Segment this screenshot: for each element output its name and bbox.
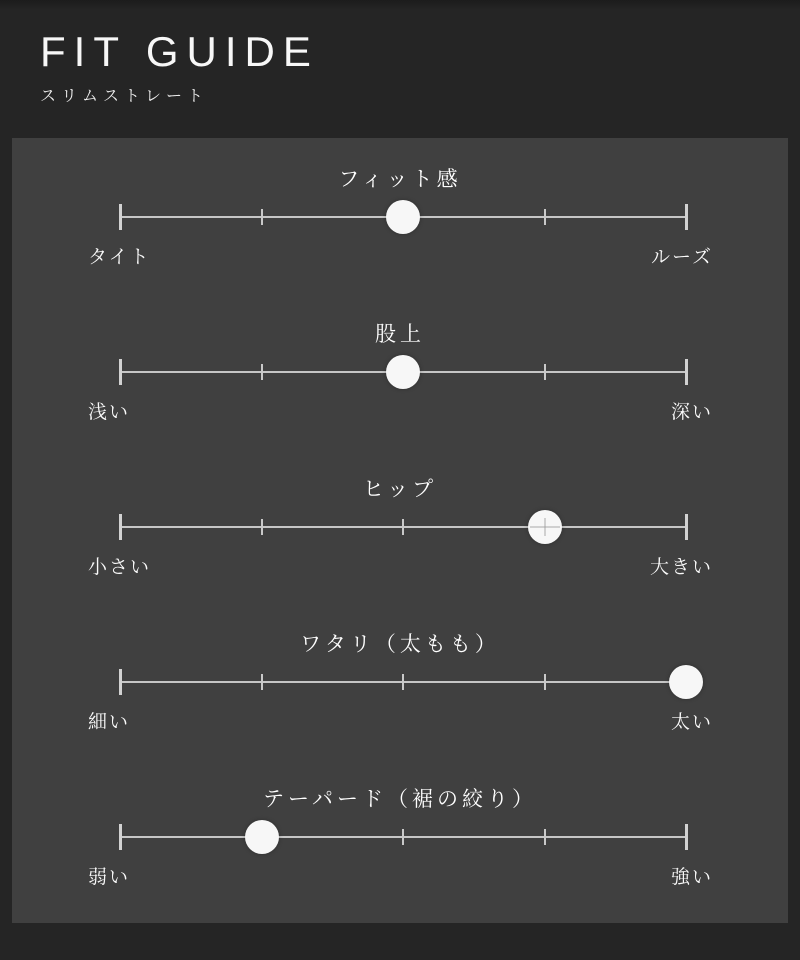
fit-slider-row xyxy=(12,787,788,923)
fit-slider-row xyxy=(12,322,788,477)
scale-tick xyxy=(402,829,404,845)
slider-title: ワタリ（太もも） xyxy=(300,633,500,656)
slider-knob[interactable] xyxy=(386,355,420,389)
top-shade xyxy=(0,0,800,10)
fit-slider-row xyxy=(12,632,788,787)
fit-slider-row xyxy=(12,477,788,632)
scale-tick xyxy=(261,519,263,535)
slider-labels xyxy=(88,557,713,579)
slider-min-label: 浅い xyxy=(88,402,131,423)
slider-max-label: ルーズ xyxy=(650,247,713,268)
scale-tick xyxy=(544,209,546,225)
scale-end-tick xyxy=(685,514,688,540)
scale-tick xyxy=(544,364,546,380)
slider-knob[interactable] xyxy=(245,820,279,854)
header xyxy=(40,28,319,106)
slider-knob[interactable] xyxy=(528,510,562,544)
scale-end-tick xyxy=(685,204,688,230)
slider-min-label: 弱い xyxy=(88,867,131,888)
scale-tick xyxy=(402,519,404,535)
scale-tick xyxy=(402,674,404,690)
scale-tick xyxy=(261,364,263,380)
scale-end-tick xyxy=(119,824,122,850)
page-title: FIT GUIDE xyxy=(40,28,319,75)
fit-guide-panel xyxy=(12,138,788,923)
slider-track[interactable] xyxy=(120,348,686,396)
scale-end-tick xyxy=(119,359,122,385)
scale-tick xyxy=(544,674,546,690)
slider-knob[interactable] xyxy=(386,200,420,234)
slider-track[interactable] xyxy=(120,813,686,861)
slider-min-label: 小さい xyxy=(88,557,152,578)
track-through-knob xyxy=(530,526,560,528)
slider-knob[interactable] xyxy=(669,665,703,699)
page-subtitle: スリムストレート xyxy=(40,88,209,105)
slider-max-label: 深い xyxy=(670,402,713,423)
slider-min-label: 細い xyxy=(88,712,131,733)
slider-track[interactable] xyxy=(120,193,686,241)
slider-title: 股上 xyxy=(375,323,425,346)
slider-max-label: 強い xyxy=(670,867,713,888)
scale-tick xyxy=(261,209,263,225)
scale-tick xyxy=(544,829,546,845)
scale-end-tick xyxy=(119,204,122,230)
slider-labels xyxy=(88,867,713,889)
slider-min-label: タイト xyxy=(88,247,151,268)
slider-title: テーパード（裾の絞り） xyxy=(263,788,537,811)
scale-end-tick xyxy=(685,359,688,385)
scale-end-tick xyxy=(119,669,122,695)
slider-labels xyxy=(88,402,713,424)
slider-labels xyxy=(88,247,713,269)
scale-end-tick xyxy=(685,824,688,850)
slider-track[interactable] xyxy=(120,503,686,551)
slider-title: ヒップ xyxy=(362,478,438,501)
slider-track[interactable] xyxy=(120,658,686,706)
scale-end-tick xyxy=(119,514,122,540)
slider-max-label: 大きい xyxy=(649,557,713,578)
slider-max-label: 太い xyxy=(670,712,713,733)
scale-tick xyxy=(261,674,263,690)
slider-labels xyxy=(88,712,713,734)
fit-slider-row xyxy=(12,167,788,322)
slider-title: フィット感 xyxy=(338,168,462,191)
